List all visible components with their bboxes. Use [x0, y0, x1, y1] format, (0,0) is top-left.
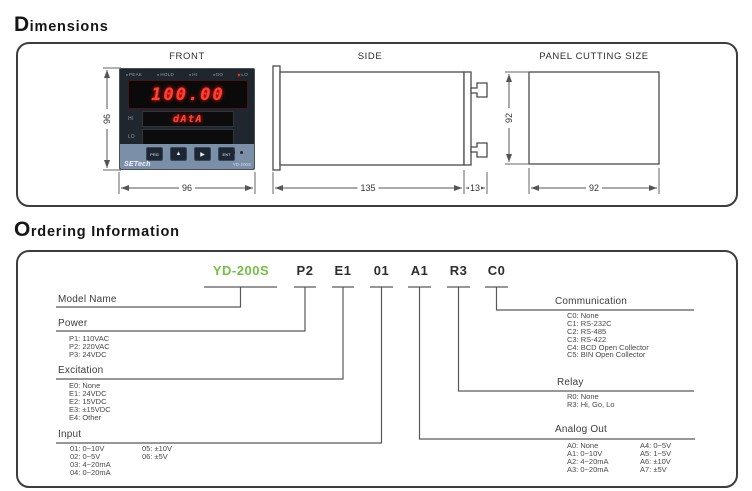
power-options — [69, 335, 110, 359]
dim-cut-height: 92 — [503, 108, 515, 128]
order-code-excitation: E1 — [334, 263, 352, 278]
ordering-heading — [14, 218, 180, 242]
ordering-heading-cap: O — [14, 218, 31, 241]
order-code-model: YD-200S — [212, 263, 270, 278]
model-name-label: Model Name — [58, 294, 117, 305]
brand-logo: SETech — [124, 161, 151, 168]
ordering-panel — [16, 250, 738, 488]
ordering-heading-rest: rdering Information — [30, 224, 180, 240]
dim-cut-width: 92 — [586, 183, 602, 193]
excitation-options — [69, 382, 111, 421]
analog-out-option: A5: 1~5V — [640, 448, 672, 458]
excitation-option: E2: 15VDC — [69, 396, 107, 406]
dim-side-length: 135 — [357, 183, 378, 193]
input-option: 06: ±5V — [142, 451, 168, 461]
order-code-analog: A1 — [410, 263, 429, 278]
excitation-option: E4: Other — [69, 412, 102, 422]
analog-out-option: A0: None — [567, 441, 599, 450]
power-option: P1: 110VAC — [69, 334, 110, 343]
dimension-drawings — [18, 44, 736, 205]
input-label: Input — [58, 429, 82, 440]
panel-cutting-rect — [529, 72, 659, 164]
analog-out-option: A1: 0~10V — [567, 448, 603, 458]
dim-front-height: 96 — [101, 109, 113, 129]
relay-label: Relay — [557, 377, 584, 388]
analog-out-options-col2 — [640, 442, 671, 474]
communication-option: C2: RS-485 — [567, 326, 607, 336]
right-arrow-button: ▶ — [194, 147, 211, 161]
ent-button: ENT — [218, 147, 235, 161]
input-option: 04: 0~20mA — [70, 467, 111, 477]
indicator-label: HI — [192, 72, 198, 77]
indicator-label: PEAK — [129, 72, 143, 77]
relay-option: R0: None — [567, 392, 599, 401]
analog-out-option: A4: 0~5V — [640, 441, 672, 450]
communication-option: C5: BIN Open Collector — [567, 350, 646, 360]
power-option: P2: 220VAC — [69, 341, 110, 351]
input-options-col1 — [70, 445, 111, 477]
relay-options — [567, 393, 615, 409]
hi-display-value: dAtA — [172, 113, 204, 125]
main-display-value: 100.00 — [151, 84, 225, 105]
communication-option: C4: BCD Open Collector — [567, 342, 649, 352]
excitation-label: Excitation — [58, 365, 104, 376]
analog-out-option: A3: 0~20mA — [567, 464, 609, 474]
relay-option: R3: Hi, Go, Lo — [567, 399, 615, 409]
side-view-drawing — [273, 66, 487, 170]
dimensions-panel — [16, 42, 738, 207]
side-view-title: SIDE — [357, 51, 383, 62]
order-code-comm: C0 — [487, 263, 506, 278]
hi-label: HI — [128, 116, 133, 122]
mount-clip-top — [471, 83, 487, 97]
order-code-connectors — [18, 252, 736, 486]
input-option: 02: 0~5V — [70, 451, 101, 461]
input-option: 01: 0~10V — [70, 444, 105, 453]
indicator-label: GO — [215, 72, 224, 77]
power-option: P3: 24VDC — [69, 349, 107, 359]
communication-label: Communication — [555, 296, 628, 307]
order-code-input: 01 — [373, 263, 390, 278]
communication-option: C1: RS-232C — [567, 318, 612, 328]
input-option: 05: ±10V — [142, 444, 172, 453]
meter-model-tag: YD-200S — [232, 162, 251, 167]
analog-out-option: A6: ±10V — [640, 456, 671, 466]
dimensions-heading-cap: D — [14, 13, 30, 36]
analog-out-label: Analog Out — [555, 424, 608, 435]
indicator-label: LO — [241, 72, 248, 77]
dimensions-heading-rest: imensions — [29, 19, 109, 35]
communication-option: C3: RS-422 — [567, 334, 607, 344]
mount-clip-bottom — [471, 143, 487, 157]
excitation-option: E0: None — [69, 381, 101, 390]
communication-option: C0: None — [567, 311, 599, 320]
dim-front-width: 96 — [179, 183, 195, 193]
analog-out-option: A7: ±5V — [640, 464, 667, 474]
input-options-col2 — [142, 445, 172, 461]
input-option: 03: 4~20mA — [70, 459, 111, 469]
analog-out-options-col1 — [567, 442, 608, 474]
order-code-relay: R3 — [449, 263, 468, 278]
panel-cut-view-title: PANEL CUTTING SIZE — [539, 51, 649, 62]
indicator-label: HOLD — [160, 72, 175, 77]
order-code-power: P2 — [296, 263, 314, 278]
prg-button: PRG — [146, 147, 163, 161]
power-label: Power — [58, 318, 88, 329]
communication-options — [567, 312, 649, 359]
dimensions-heading — [14, 13, 109, 37]
excitation-option: E1: 24VDC — [69, 388, 107, 398]
excitation-option: E3: ±15VDC — [69, 404, 111, 414]
lo-label: LO — [128, 134, 135, 140]
analog-out-option: A2: 4~20mA — [567, 456, 609, 466]
dim-side-clip: 13 — [469, 183, 481, 193]
up-arrow-button: ▲ — [170, 147, 187, 161]
front-view-title: FRONT — [169, 51, 205, 62]
